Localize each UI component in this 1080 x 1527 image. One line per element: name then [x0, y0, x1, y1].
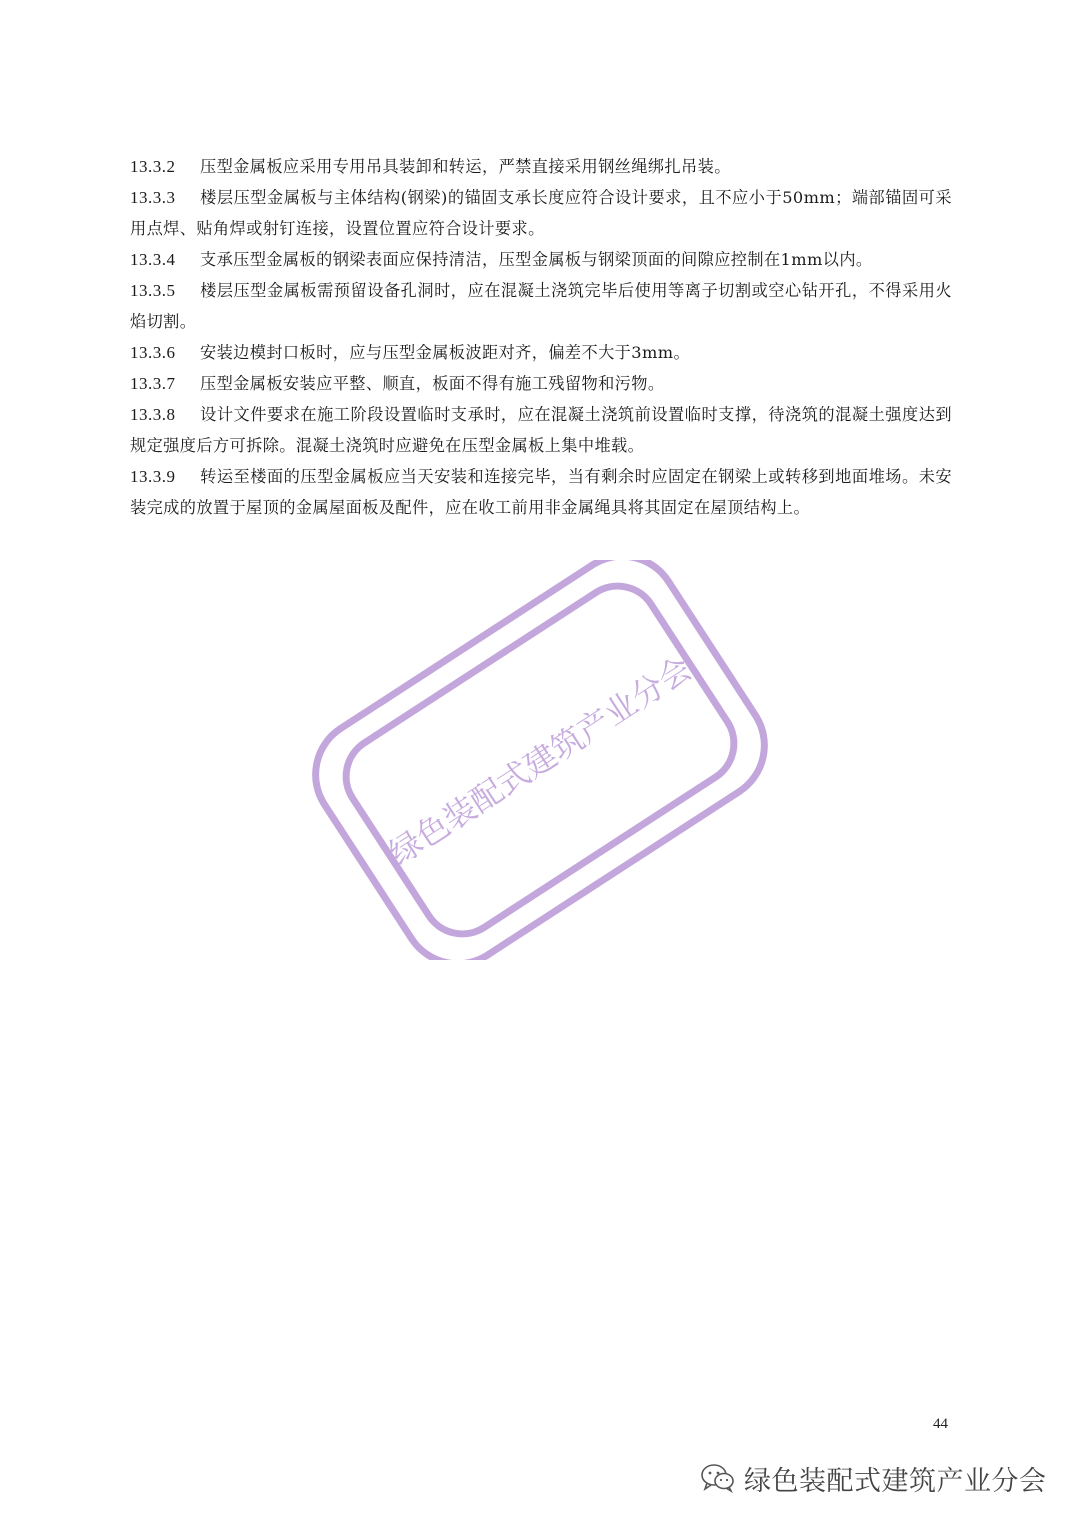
clause-13-3-4: [130, 244, 952, 275]
clause-number: 13.3.6: [130, 343, 176, 362]
footer-watermark: [700, 1458, 1047, 1498]
clause-13-3-7: [130, 368, 952, 399]
clause-13-3-6: [130, 337, 952, 368]
clause-13-3-8: [130, 399, 952, 461]
clause-13-3-3: [130, 182, 952, 244]
document-body: [130, 151, 952, 523]
clause-number: 13.3.2: [130, 157, 176, 176]
footer-account-name: 绿色装配式建筑产业分会: [744, 1465, 1047, 1497]
clause-text: 压型金属板应采用专用吊具装卸和转运，严禁直接采用钢丝绳绑扎吊装。: [200, 157, 731, 176]
clause-13-3-2: [130, 151, 952, 182]
clause-number: 13.3.9: [130, 467, 176, 486]
wechat-icon: [700, 1462, 736, 1494]
clause-number: 13.3.5: [130, 281, 176, 300]
clause-text: 设计文件要求在施工阶段设置临时支承时，应在混凝土浇筑前设置临时支撑，待浇筑的混凝土强度达到规定强度后方可拆除。混凝土浇筑时应避免在压型金属板上集中堆载。: [130, 405, 952, 455]
page-number: 44: [933, 1416, 948, 1432]
clause-text: 安装边模封口板时，应与压型金属板波距对齐，偏差不大于3mm。: [200, 343, 691, 362]
clause-text: 楼层压型金属板与主体结构(钢梁)的锚固支承长度应符合设计要求，且不应小于50mm；端部锚固可采用点焊、贴角焊或射钉连接，设置位置应符合设计要求。: [130, 188, 952, 238]
clause-13-3-9: [130, 461, 952, 523]
watermark-text: 绿色装配式建筑产业分会: [382, 649, 699, 873]
clause-text: 楼层压型金属板需预留设备孔洞时，应在混凝土浇筑完毕后使用等离子切割或空心钻开孔，不得采用火焰切割。: [130, 281, 952, 331]
clause-text: 支承压型金属板的钢梁表面应保持清洁，压型金属板与钢梁顶面的间隙应控制在1mm以内。: [200, 250, 873, 269]
watermark-stamp: [300, 560, 780, 960]
clause-number: 13.3.8: [130, 405, 176, 424]
clause-number: 13.3.7: [130, 374, 176, 393]
clause-13-3-5: [130, 275, 952, 337]
clause-text: 压型金属板安装应平整、顺直，板面不得有施工残留物和污物。: [200, 374, 665, 393]
clause-text: 转运至楼面的压型金属板应当天安装和连接完毕，当有剩余时应固定在钢梁上或转移到地面堆场。未安装完成的放置于屋顶的金属屋面板及配件，应在收工前用非金属绳具将其固定在屋顶结构上。: [130, 467, 952, 517]
clause-number: 13.3.4: [130, 250, 176, 269]
clause-number: 13.3.3: [130, 188, 176, 207]
